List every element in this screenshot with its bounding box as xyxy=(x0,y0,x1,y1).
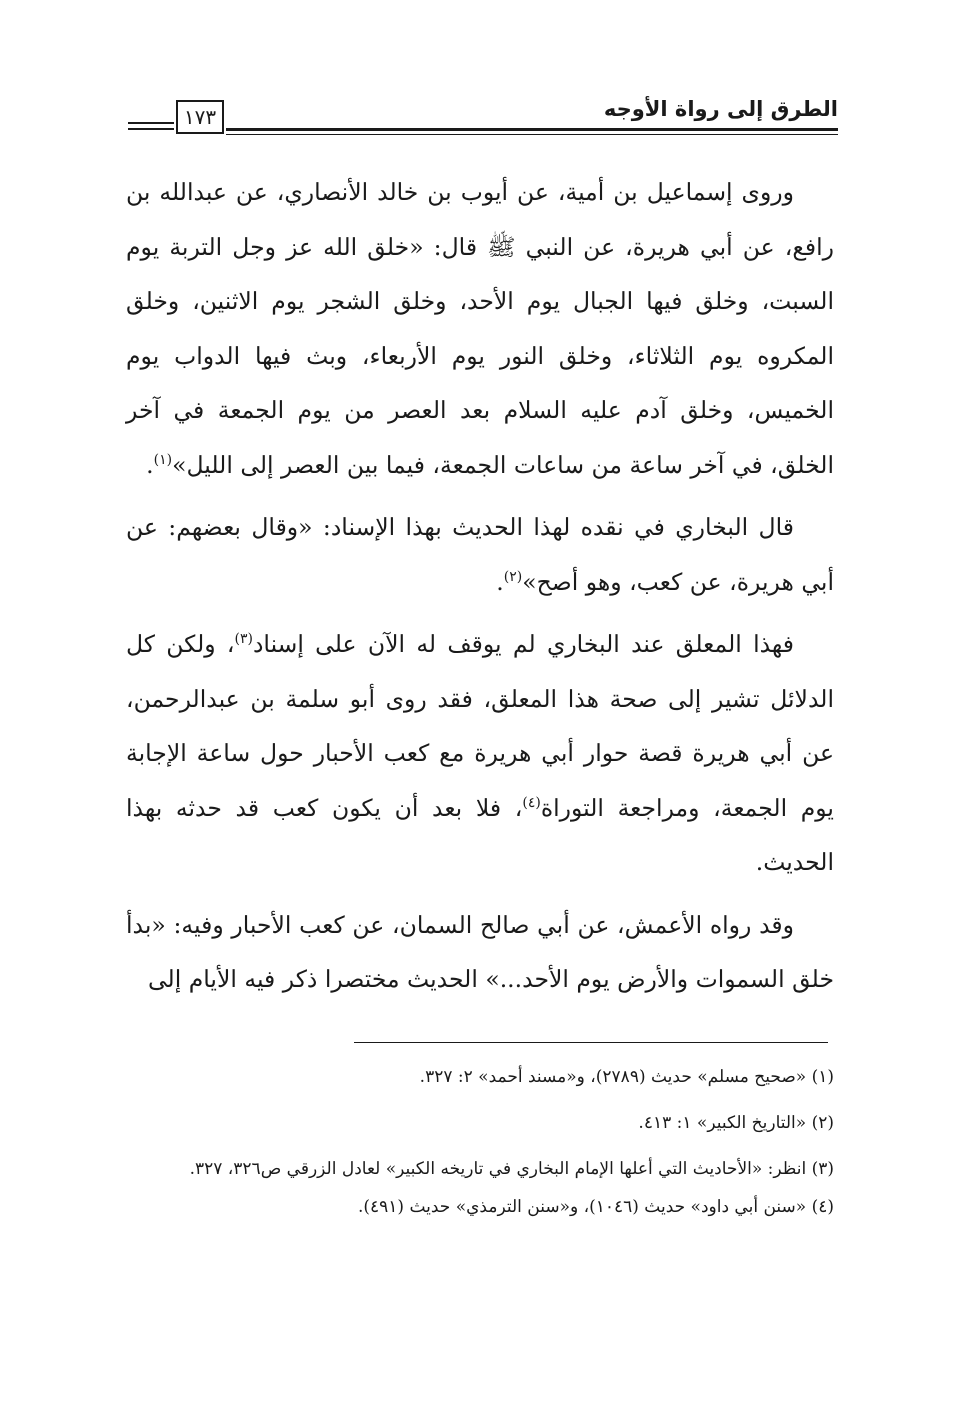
footnote: (٢) «التاريخ الكبير» ١: ٤١٣. xyxy=(638,1113,834,1133)
main-text xyxy=(126,165,834,1007)
header-rule xyxy=(226,128,838,131)
paragraph-tail: ، فلا بعد أن يكون كعب قد حدثه بهذا الحديث. xyxy=(126,793,834,876)
page-number: ١٧٣ xyxy=(176,100,224,134)
footnote-divider xyxy=(354,1042,828,1043)
running-title: الطرق إلى رواة الأوجه xyxy=(603,97,838,121)
header-rule xyxy=(128,128,174,130)
paragraph xyxy=(126,617,834,890)
footnote: (١) «صحيح مسلم» حديث (٢٧٨٩)، و«مسند أحمد» ٢: ٣٢٧. xyxy=(419,1067,834,1087)
page-header xyxy=(120,92,838,144)
header-rule xyxy=(226,134,838,135)
paragraph-tail: . xyxy=(146,450,154,479)
header-rule xyxy=(128,122,174,124)
footnote-ref[interactable]: (١) xyxy=(153,451,173,468)
footnote-ref[interactable]: (٢) xyxy=(503,568,523,585)
paragraph-text: ، ولكن كل الدلائل تشير إلى صحة هذا المعلق، فقد روى أبو سلمة بن عبدالرحمن، عن أبي هريرة قصة حوار أبي هريرة مع كعب الأحبار حول ساعة الإجابة يوم الجمعة، ومراجعة التوراة xyxy=(126,630,834,822)
paragraph-text: وقد رواه الأعمش، عن أبي صالح السمان، عن كعب الأحبار وفيه: «بدأ خلق السموات والأرض يوم الأحد...» الحديث مختصرا ذكر فيه الأيام إلى xyxy=(126,910,834,993)
paragraph-text: فهذا المعلق عند البخاري لم يوقف له الآن على إسناد xyxy=(252,630,794,658)
paragraph xyxy=(126,500,834,609)
footnote-ref[interactable]: (٤) xyxy=(522,794,541,811)
footnote: (٤) «سنن أبي داود» حديث (١٠٤٦)، و«سنن الترمذي» حديث (٤٩١). xyxy=(357,1197,834,1217)
paragraph xyxy=(126,898,834,1007)
footnote: (٣) انظر: «الأحاديث التي أعلها الإمام البخاري في تاريخه الكبير» لعادل الزرقي ص٣٢٦، ٣٢٧. xyxy=(189,1159,834,1179)
paragraph-text: قال البخاري في نقده لهذا الحديث بهذا الإسناد: «وقال بعضهم: عن أبي هريرة، عن كعب، وهو أصح» xyxy=(126,513,834,596)
paragraph-text: وروى إسماعيل بن أمية، عن أيوب بن خالد الأنصاري، عن عبدالله بن رافع، عن أبي هريرة، عن النبي ﷺ قال: «خلق الله عز وجل التربة يوم السبت، وخلق فيها الجبال يوم الأحد، وخلق الشجر يوم الاثنين، وخلق المكروه يوم الثلاثاء، وخلق النور يوم الأربعاء، وبث فيها الدواب يوم الخميس، وخلق آدم عليه السلام بعد العصر من يوم الجمعة في آخر الخلق، في آخر ساعة من ساعات الجمعة، فيما بين العصر إلى الليل» xyxy=(126,178,834,479)
footnotes xyxy=(126,1058,834,1234)
paragraph xyxy=(126,165,834,492)
footnote-ref[interactable]: (٣) xyxy=(234,631,253,648)
paragraph-tail: . xyxy=(496,567,504,596)
